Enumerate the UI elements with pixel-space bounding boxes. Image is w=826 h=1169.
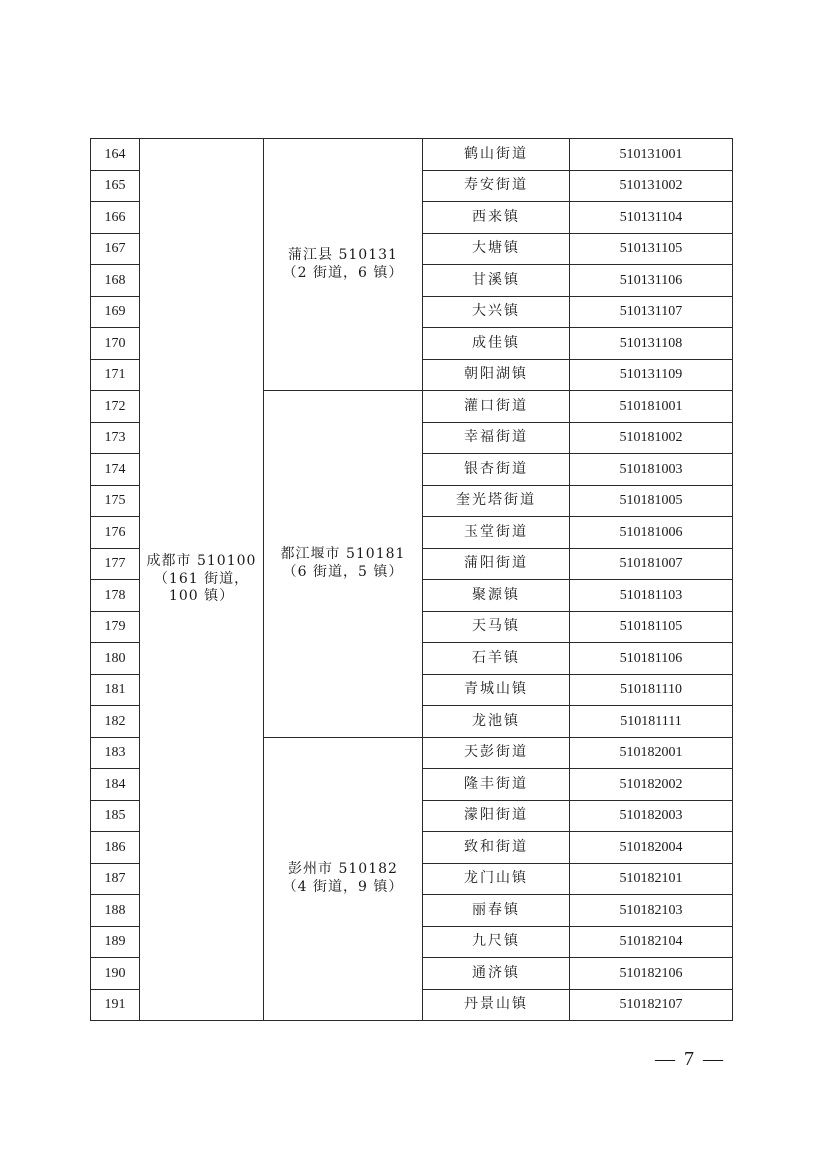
town-code: 510131104 [570, 202, 733, 234]
row-number: 178 [91, 580, 140, 612]
town-code: 510182002 [570, 769, 733, 801]
county-count: （6 街道，5 镇） [282, 563, 404, 580]
row-number: 174 [91, 454, 140, 486]
town-name: 银杏街道 [423, 454, 570, 486]
town-name: 朝阳湖镇 [423, 359, 570, 391]
row-number: 185 [91, 800, 140, 832]
row-number: 183 [91, 737, 140, 769]
town-code: 510181003 [570, 454, 733, 486]
town-code: 510181110 [570, 674, 733, 706]
row-number: 177 [91, 548, 140, 580]
town-code: 510131106 [570, 265, 733, 297]
town-name: 奎光塔街道 [423, 485, 570, 517]
town-code: 510182107 [570, 989, 733, 1021]
town-code: 510131002 [570, 170, 733, 202]
town-name: 濛阳街道 [423, 800, 570, 832]
row-number: 188 [91, 895, 140, 927]
town-name: 丽春镇 [423, 895, 570, 927]
county-cell [264, 737, 423, 1021]
division-table-body [91, 139, 733, 1021]
town-name: 九尺镇 [423, 926, 570, 958]
county-name-code: 都江堰市 510181 [280, 546, 406, 563]
town-name: 龙池镇 [423, 706, 570, 738]
row-number: 181 [91, 674, 140, 706]
county-cell [264, 139, 423, 391]
town-code: 510182101 [570, 863, 733, 895]
town-name: 青城山镇 [423, 674, 570, 706]
row-number: 172 [91, 391, 140, 423]
row-number: 184 [91, 769, 140, 801]
city-name-code: 成都市 510100 [146, 553, 257, 570]
town-code: 510182003 [570, 800, 733, 832]
row-number: 173 [91, 422, 140, 454]
town-code: 510181105 [570, 611, 733, 643]
row-number: 190 [91, 958, 140, 990]
county-cell [264, 391, 423, 738]
row-number: 191 [91, 989, 140, 1021]
town-code: 510131109 [570, 359, 733, 391]
town-code: 510181007 [570, 548, 733, 580]
town-name: 西来镇 [423, 202, 570, 234]
town-code: 510181111 [570, 706, 733, 738]
county-name-code: 蒲江县 510131 [288, 247, 398, 263]
town-code: 510181002 [570, 422, 733, 454]
town-code: 510182103 [570, 895, 733, 927]
town-code: 510131001 [570, 139, 733, 171]
town-code: 510181006 [570, 517, 733, 549]
town-code: 510181001 [570, 391, 733, 423]
city-count-line: （161 街道， [153, 570, 250, 587]
row-number: 182 [91, 706, 140, 738]
town-name: 大兴镇 [423, 296, 570, 328]
town-code: 510182004 [570, 832, 733, 864]
division-table [90, 138, 733, 1021]
row-number: 170 [91, 328, 140, 360]
town-name: 石羊镇 [423, 643, 570, 675]
town-name: 鹤山街道 [423, 139, 570, 171]
row-number: 169 [91, 296, 140, 328]
row-number: 186 [91, 832, 140, 864]
town-name: 龙门山镇 [423, 863, 570, 895]
town-code: 510181005 [570, 485, 733, 517]
row-number: 189 [91, 926, 140, 958]
row-number: 179 [91, 611, 140, 643]
row-number: 176 [91, 517, 140, 549]
town-name: 寿安街道 [423, 170, 570, 202]
town-name: 通济镇 [423, 958, 570, 990]
town-name: 灌口街道 [423, 391, 570, 423]
town-code: 510131108 [570, 328, 733, 360]
town-name: 聚源镇 [423, 580, 570, 612]
page-number: — 7 — [655, 1048, 725, 1070]
town-code: 510181103 [570, 580, 733, 612]
county-name-code: 彭州市 510182 [288, 861, 398, 878]
town-name: 蒲阳街道 [423, 548, 570, 580]
city-cell [140, 139, 264, 1021]
town-code: 510182106 [570, 958, 733, 990]
row-number: 187 [91, 863, 140, 895]
town-name: 丹景山镇 [423, 989, 570, 1021]
town-name: 幸福街道 [423, 422, 570, 454]
town-name: 天马镇 [423, 611, 570, 643]
town-name: 大塘镇 [423, 233, 570, 265]
town-code: 510182001 [570, 737, 733, 769]
row-number: 168 [91, 265, 140, 297]
town-code: 510131105 [570, 233, 733, 265]
town-code: 510131107 [570, 296, 733, 328]
row-number: 167 [91, 233, 140, 265]
town-name: 玉堂街道 [423, 517, 570, 549]
town-name: 成佳镇 [423, 328, 570, 360]
row-number: 180 [91, 643, 140, 675]
city-count-line-2: 100 镇） [168, 588, 235, 605]
table-row [91, 139, 733, 171]
row-number: 165 [91, 170, 140, 202]
town-code: 510181106 [570, 643, 733, 675]
town-code: 510182104 [570, 926, 733, 958]
row-number: 166 [91, 202, 140, 234]
county-count: （2 街道，6 镇） [282, 264, 404, 281]
town-name: 甘溪镇 [423, 265, 570, 297]
town-name: 隆丰街道 [423, 769, 570, 801]
row-number: 164 [91, 139, 140, 171]
town-name: 天彭街道 [423, 737, 570, 769]
county-count: （4 街道，9 镇） [282, 878, 404, 895]
town-name: 致和街道 [423, 832, 570, 864]
row-number: 175 [91, 485, 140, 517]
row-number: 171 [91, 359, 140, 391]
